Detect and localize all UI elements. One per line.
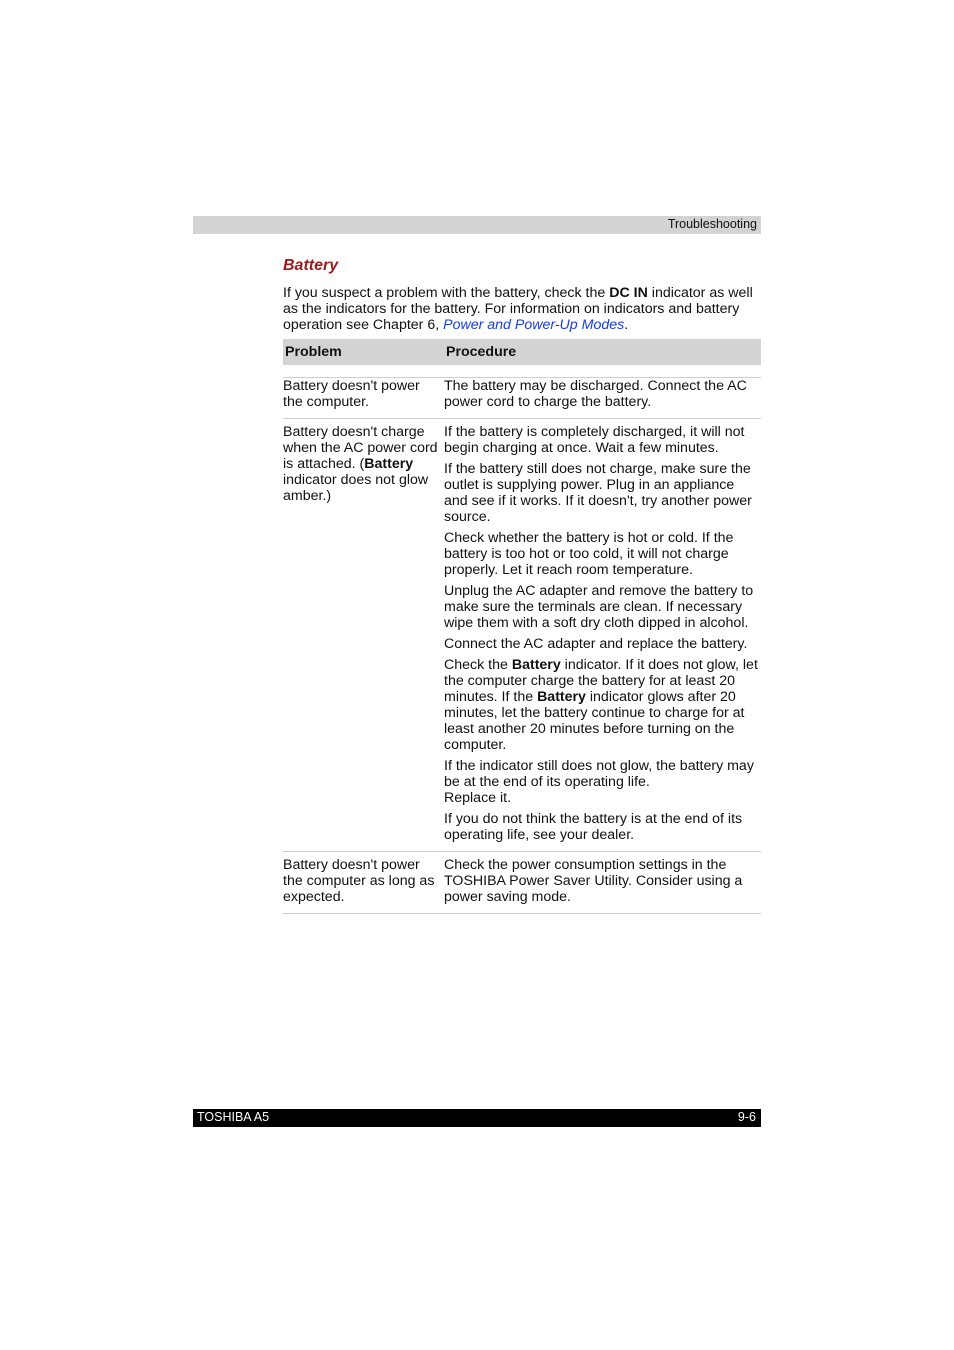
problem-text: Battery doesn't power the computer as long as expected. bbox=[283, 857, 435, 905]
step-text: indicator glows after 20 minutes, let the battery continue to charge for at least another 20 minutes before turning on the computer. bbox=[444, 689, 745, 753]
table-row bbox=[283, 378, 761, 419]
procedure-text: The battery may be discharged. Connect the AC power cord to charge the battery. bbox=[444, 378, 747, 410]
intro-bold-dc-in: DC IN bbox=[609, 285, 648, 301]
problem-cell bbox=[283, 852, 444, 914]
intro-text-2: indicator as well as the indicators for the battery. For information on indicators and battery operation see Chapter 6, bbox=[283, 285, 753, 333]
procedure-cell bbox=[444, 419, 761, 852]
step-text: Replace it. bbox=[444, 790, 512, 806]
problem-cell bbox=[283, 378, 444, 419]
main-content bbox=[283, 256, 761, 333]
table-row bbox=[283, 852, 761, 914]
procedure-steps bbox=[444, 419, 761, 851]
step-text: indicator. If it does not glow, let the computer charge the battery for at least 20 minutes. If the bbox=[444, 657, 758, 705]
step-bold: Battery bbox=[537, 689, 586, 705]
problem-text: Battery doesn't power the computer. bbox=[283, 378, 420, 410]
problem-text-bold: Battery bbox=[364, 456, 414, 472]
problem-text bbox=[283, 419, 442, 512]
procedure-step bbox=[444, 758, 761, 806]
troubleshooting-table bbox=[283, 339, 761, 914]
procedure-step: Connect the AC adapter and replace the battery. bbox=[444, 636, 748, 652]
step-bold: Battery bbox=[511, 657, 561, 673]
table-header-row bbox=[283, 339, 761, 365]
problem-text-post: indicator does not glow amber.) bbox=[283, 472, 429, 504]
table-row bbox=[283, 419, 761, 852]
procedure-step: If the battery is completely discharged, it will not begin charging at once. Wait a few minutes. bbox=[444, 424, 745, 456]
procedure-cell bbox=[444, 378, 761, 419]
procedure-step: Unplug the AC adapter and remove the battery to make sure the terminals are clean. If necessary wipe them with a soft dry cloth dipped in alcohol. bbox=[444, 583, 754, 631]
procedure-cell bbox=[444, 852, 761, 914]
header-bar bbox=[193, 216, 761, 234]
header-section-label: Troubleshooting bbox=[667, 217, 757, 231]
procedure-step: Check whether the battery is hot or cold. If the battery is too hot or too cold, it will not charge properly. Let it reach room temperature. bbox=[444, 530, 734, 578]
chapter-link[interactable]: Power and Power-Up Modes bbox=[443, 317, 625, 333]
problem-text-pre: Battery doesn't charge when the AC power cord is attached. ( bbox=[283, 424, 438, 472]
intro-text-1: If you suspect a problem with the battery, check the bbox=[283, 285, 610, 301]
procedure-step: If you do not think the battery is at the end of its operating life, see your dealer. bbox=[444, 811, 743, 843]
header-problem: Problem bbox=[283, 339, 444, 365]
section-title: Battery bbox=[283, 257, 339, 274]
procedure-step bbox=[444, 657, 761, 753]
footer-bar bbox=[193, 1109, 761, 1127]
intro-paragraph bbox=[283, 285, 761, 333]
problem-cell bbox=[283, 419, 444, 852]
step-text: If the indicator still does not glow, the battery may be at the end of its operating life. bbox=[444, 758, 754, 790]
step-text: Check the bbox=[444, 657, 512, 673]
footer-product: TOSHIBA A5 bbox=[197, 1110, 270, 1124]
procedure-text: Check the power consumption settings in the TOSHIBA Power Saver Utility. Consider using a power saving mode. bbox=[444, 857, 743, 905]
intro-text-3: . bbox=[624, 317, 629, 333]
procedure-step: If the battery still does not charge, make sure the outlet is supplying power. Plug in an appliance and see if it works. If it doesn't, try another power source. bbox=[444, 461, 752, 525]
footer-page-number: 9-6 bbox=[737, 1110, 756, 1124]
header-procedure: Procedure bbox=[444, 339, 761, 365]
